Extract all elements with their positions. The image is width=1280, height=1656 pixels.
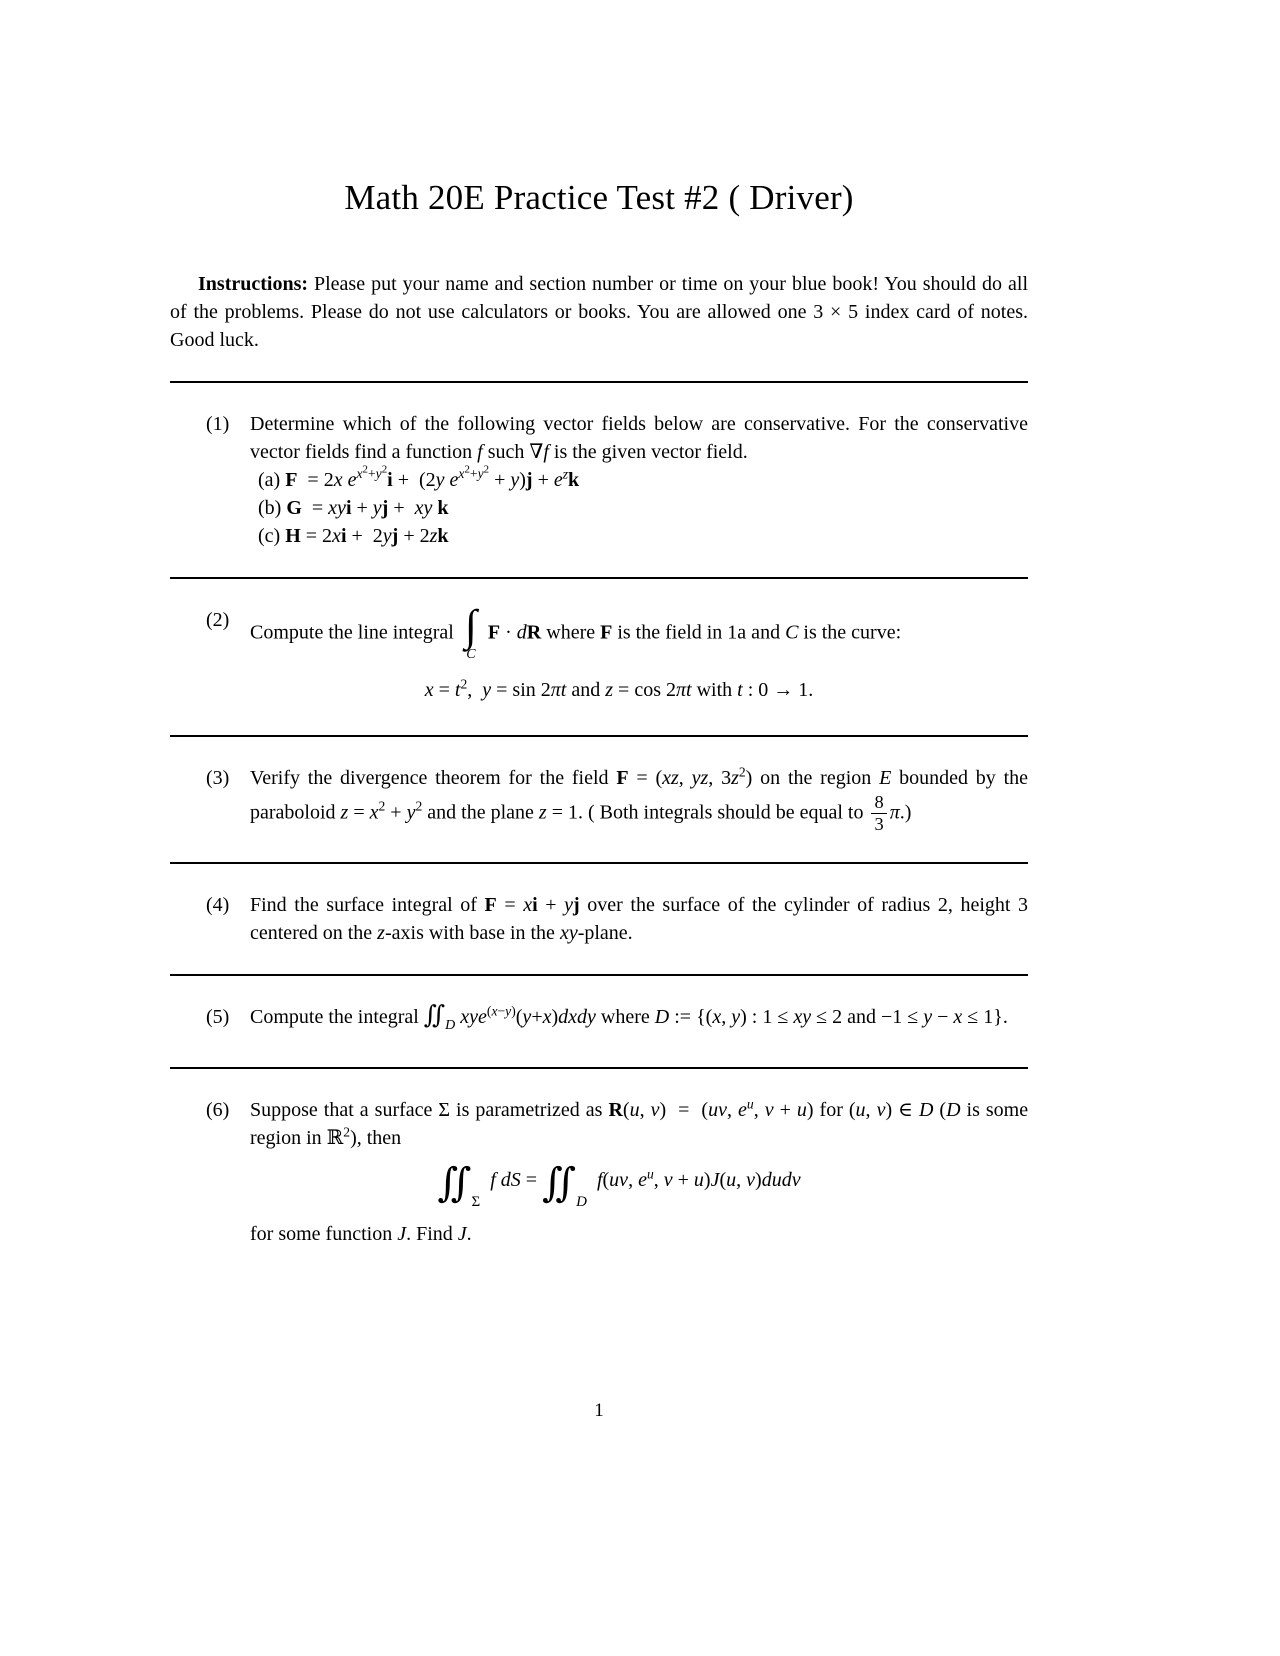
section-divider bbox=[170, 381, 1028, 383]
problem-body: Determine which of the following vector fields below are conservative. For the conservative vector fields find a function f such ∇f is the given vector field. (a) F = 2x $e^{x^2+y^2}i + (2y$ $e^{x^2+y^2} + y)j + e^zk$ (b) G = xyi + yj + xy k (c) H = 2xi + 2yj + 2zk bbox=[250, 413, 1028, 547]
section-divider bbox=[170, 577, 1028, 579]
section-divider bbox=[170, 862, 1028, 864]
problem-body: Compute the line integral ∫ C F · dR where F is the field in 1a and C is the curve: $x = t^2$, y = sin 2πt and z = cos 2πt with t : 0 → 1. bbox=[250, 601, 902, 701]
instructions-text: Please put your name and section number or time on your blue book! You should do all of the problems. Please do not use calculators or books. You are allowed one 3 × 5 index card of notes. Good luck. bbox=[170, 273, 1028, 351]
problem-6 bbox=[206, 1096, 1028, 1248]
instructions-label: Instructions: bbox=[198, 273, 309, 295]
problem-number: (2) bbox=[206, 609, 230, 631]
problem-3 bbox=[206, 764, 1028, 835]
problem-number: (1) bbox=[206, 413, 230, 435]
problem-number: (4) bbox=[206, 893, 230, 916]
page-number: 1 bbox=[594, 1399, 604, 1421]
section-divider bbox=[170, 1067, 1028, 1069]
section-divider bbox=[170, 735, 1028, 737]
problem-body: Suppose that a surface Σ is parametrized as R(u, v) = (uv, $e^u$, v + u) for (u, v) ∈ D (D is some region in ℝ$^2$), then $∬_\Sigma$ f dS = $∬_D$ f(uv, $e^u$, v + u)J(u, v)dudv for some function J. Find J. bbox=[250, 1096, 1029, 1245]
problem-1 bbox=[206, 410, 1028, 550]
problem-number: (3) bbox=[206, 766, 230, 789]
problem-body: Compute the integral $∬_D$ xye$^{(x-y)}$(y+x)dxdy where D := {(x, y) : 1 ≤ xy ≤ 2 and −1 ≤ y − x ≤ 1}. bbox=[250, 1001, 1008, 1033]
problem-body: Verify the divergence theorem for the field F = (xz, yz, $3z^2$) on the region E bounded by the paraboloid $z = x^2 + y^2$ and the plane z = 1. ( Both integrals should be equal to $\frac{8}{3}$ π.) bbox=[250, 763, 1029, 834]
problem-number: (5) bbox=[206, 1005, 230, 1028]
problem-body: Find the surface integral of F = xi + yj over the surface of the cylinder of radius 2, height 3 centered on the z-axis with base in the xy-plane. bbox=[250, 893, 1029, 944]
problem-number: (6) bbox=[206, 1098, 230, 1121]
problem-5 bbox=[206, 1003, 1028, 1040]
problem-4 bbox=[206, 891, 1028, 947]
section-divider bbox=[170, 974, 1028, 976]
page-title: Math 20E Practice Test #2 ( Driver) bbox=[344, 178, 854, 217]
problem-2 bbox=[206, 601, 1028, 708]
instructions-paragraph bbox=[170, 270, 1028, 354]
